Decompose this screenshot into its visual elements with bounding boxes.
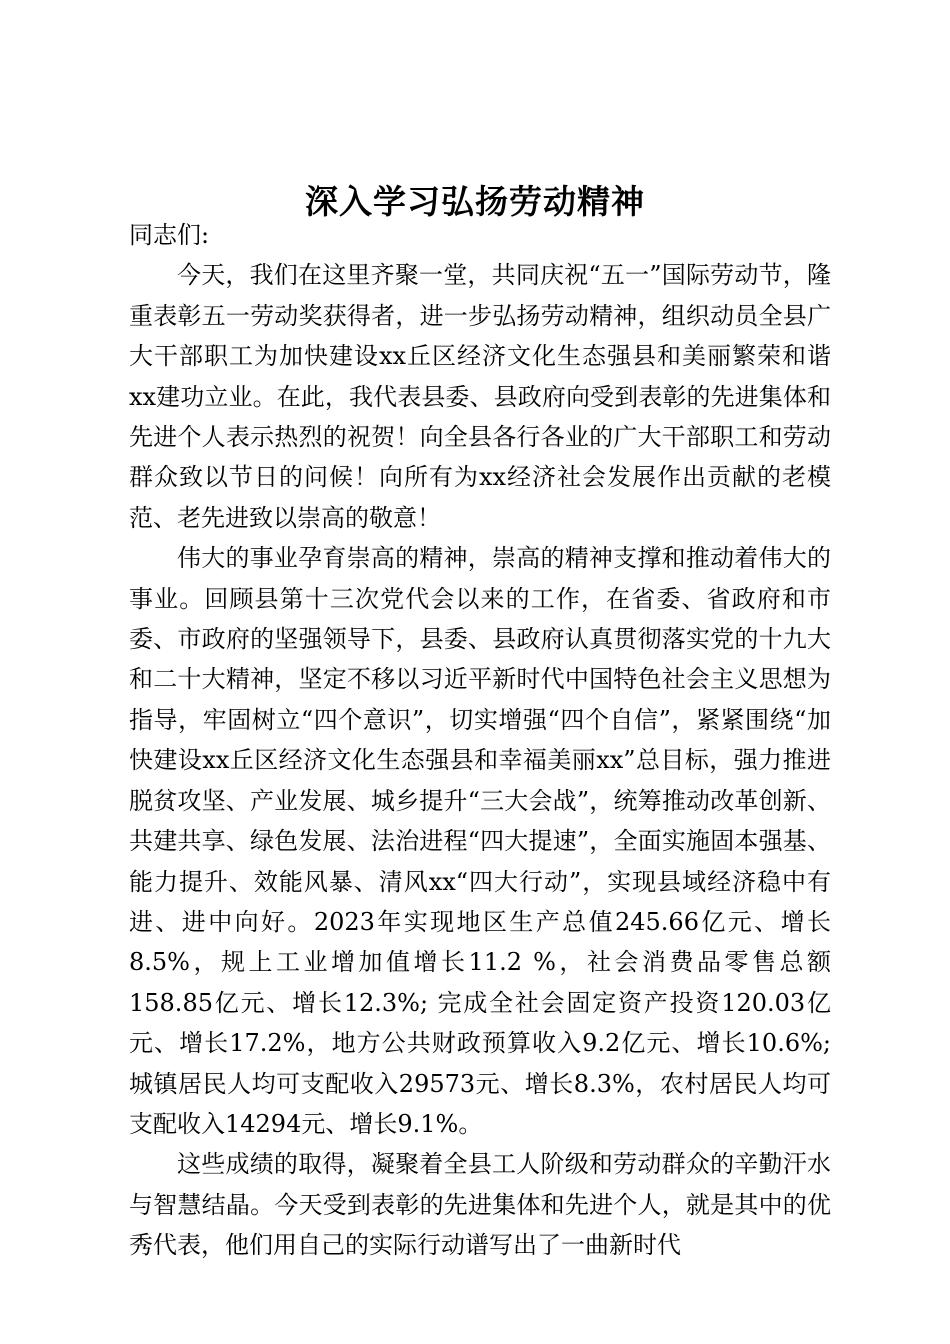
document-body bbox=[129, 215, 831, 1266]
paragraph-3: 这些成绩的取得，凝聚着全县工人阶级和劳动群众的辛勤汗水与智慧结晶。今天受到表彰的先进集体和先进个人，就是其中的优秀代表，他们用自己的实际行动谱写出了一曲新时代 bbox=[129, 1150, 831, 1260]
salutation: 同志们: bbox=[129, 221, 210, 249]
document-title: 深入学习弘扬劳动精神 bbox=[305, 182, 645, 221]
paragraph-2: 伟大的事业孕育崇高的精神，崇高的精神支撑和推动着伟大的事业。回顾县第十三次党代会以来的工作，在省委、省政府和市委、市政府的坚强领导下，县委、县政府认真贯彻落实党的十九大和二十大精神，坚定不移以习近平新时代中国特色社会主义思想为指导，牢固树立“四个意识”，切实增强“四个自信”，紧紧围绕“加快建设xx丘区经济文化生态强县和幸福美丽xx”总目标，强力推进脱贫攻坚、产业发展、城乡提升“三大会战”，统筹推动改革创新、共建共享、绿色发展、法治进程“四大提速”，全面实施固本强基、能力提升、效能风暴、清风xx“四大行动”，实现县域经济稳中有进、进中向好。2023年实现地区生产总值245.66亿元、增长8.5%，规上工业增加值增长11.2 %，社会消费品零售总额158.85亿元、增长12.3%; 完成全社会固定资产投资120.03亿元、增长17.2%，地方公共财政预算收入9.2亿元、增长10.6%; 城镇居民人均可支配收入29573元、增长8.3%，农村居民人均可支配收入14294元、增长9.1%。 bbox=[129, 544, 831, 1138]
paragraph-1: 今天，我们在这里齐聚一堂，共同庆祝“五一”国际劳动节，隆重表彰五一劳动奖获得者，进一步弘扬劳动精神，组织动员全县广大干部职工为加快建设xx丘区经济文化生态强县和美丽繁荣和谐xx建功立业。在此，我代表县委、县政府向受到表彰的先进集体和先进个人表示热烈的祝贺！向全县各行各业的广大干部职工和劳动群众致以节日的问候！向所有为xx经济社会发展作出贡献的老模范、老先进致以崇高的敬意！ bbox=[129, 261, 831, 532]
